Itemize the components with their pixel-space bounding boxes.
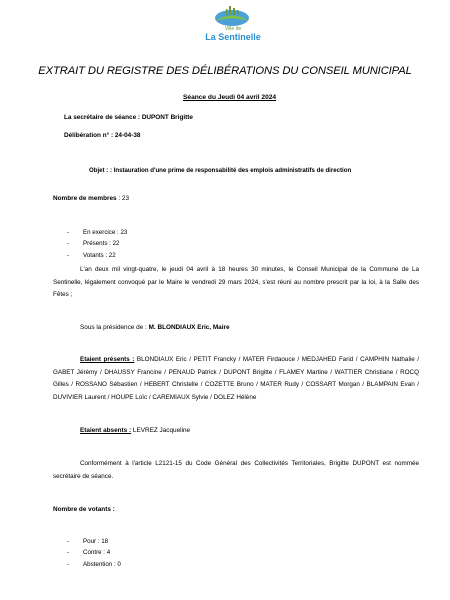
list-item: - Pour : 18 (67, 538, 109, 545)
membres-value: : 23 (118, 195, 130, 202)
membres-label: Nombre de membres (53, 195, 117, 202)
seance-date: Séance du Jeudi 04 avril 2024 (183, 94, 277, 101)
presidence-name: M. BLONDIAUX Eric, Maire (148, 324, 230, 331)
list-item: - Présents : 22 (67, 240, 120, 248)
votes-list (67, 536, 121, 570)
list-item: - Abstention : 0 (67, 560, 121, 568)
secretary-nomination-paragraph: Conformément à l'article L2121-15 du Code Général des Collectivités Territoriales, Brigitte DUPONT est nommée secrétaire de séance. (53, 460, 419, 480)
secretaire-label: La secrétaire de séance : (64, 114, 141, 121)
objet-line: Objet : : Instauration d'une prime de responsabilité des emplois administratifs de direction (89, 167, 352, 174)
secretaire-value: DUPONT Brigitte (141, 114, 193, 121)
membres-line (53, 194, 129, 203)
list-item: - Contre : 4 (67, 549, 111, 557)
deliberation-number: 24-04-38 (114, 132, 141, 139)
absents-line (80, 426, 190, 435)
presence-list (67, 227, 127, 261)
presents-list: BLONDIAUX Eric / PETIT Francky / MATER Firdaouce / MEDJAHED Farid / CAMPHIN Nathalie / GABET Jérémy / DHAUSSY Francine / PENAUD Patrick / DUPONT Brigitte / FLAMEY Martine / WATTIER Christiane / ROCQ Gilles / ROSSANO Sébastien / HEBERT Christelle / COZETTE Bruno / MATER Rudy / COSSART Morgan / BLAMPAIN Evan / DUVIVIER Laurent / HOUPE Loïc / CAREMIAUX Sylvie / DOLEZ Hélène (53, 356, 420, 401)
absents-label: Etaient absents : (80, 427, 132, 434)
document-title: EXTRAIT DU REGISTRE DES DÉLIBÉRATIONS DU CONSEIL MUNICIPAL (38, 65, 412, 77)
presents-label: Etaient présents : (80, 356, 135, 363)
logo-small-text: Ville de (224, 26, 242, 32)
logo-town-name: La Sentinelle (205, 32, 261, 42)
intro-paragraph: L'an deux mil vingt-quatre, le jeudi 04 avril à 18 heures 30 minutes, le Conseil Municipal de la Commune de La Sentinelle, légalement convoqué par le Maire le vendredi 29 mars 2024, s'est réuni au nombre prescrit par la loi, à la Salle des Fêtes ; (53, 266, 419, 298)
list-item: - En exercice : 23 (67, 229, 128, 236)
secretaire-line (64, 113, 193, 122)
list-item: - Votants : 22 (67, 251, 116, 259)
absents-names: LEVREZ Jacqueline (132, 427, 191, 434)
deliberation-line (64, 131, 140, 140)
presidence-line (80, 323, 230, 332)
presents-paragraph (53, 354, 419, 404)
votants-label: Nombre de votants : (53, 506, 115, 513)
deliberation-label: Délibération n° : (64, 132, 114, 139)
presidence-text: Sous la présidence de : (80, 324, 147, 331)
logo-caption (198, 26, 268, 43)
